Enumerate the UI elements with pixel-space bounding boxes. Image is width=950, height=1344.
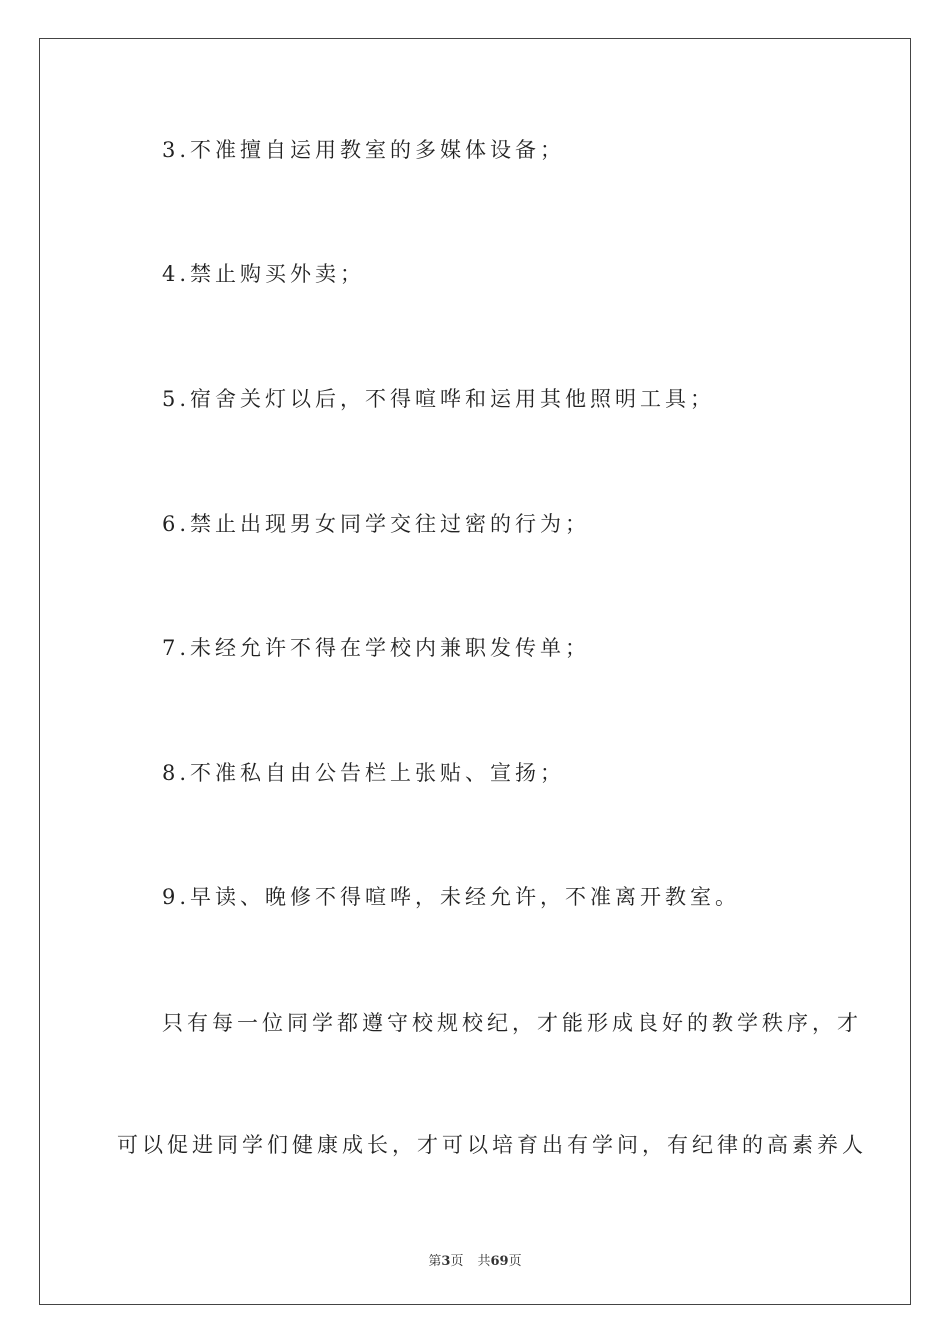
- page-number: 3: [441, 1254, 451, 1269]
- total-prefix: 共: [477, 1254, 491, 1269]
- list-item: 9.早读、晚修不得喧哗，未经允许，不准离开教室。: [162, 885, 741, 909]
- page-prefix: 第: [428, 1254, 442, 1269]
- list-item: 5.宿舍关灯以后，不得喧哗和运用其他照明工具；: [162, 387, 716, 411]
- list-item: 8.不准私自由公告栏上张贴、宣扬；: [162, 761, 566, 785]
- paragraph-line: 只有每一位同学都遵守校规校纪，才能形成良好的教学秩序，才: [162, 1011, 862, 1035]
- paragraph-line: 可以促进同学们健康成长，才可以培育出有学问，有纪律的高素养人: [117, 1133, 867, 1157]
- list-item: 4.禁止购买外卖；: [162, 262, 366, 286]
- page-footer: [0, 1250, 950, 1269]
- total-pages: 69: [490, 1254, 509, 1269]
- page-border: [39, 38, 911, 1305]
- list-item: 6.禁止出现男女同学交往过密的行为；: [162, 512, 591, 536]
- list-item: 7.未经允许不得在学校内兼职发传单；: [162, 636, 591, 660]
- list-item: 3.不准擅自运用教室的多媒体设备；: [162, 138, 566, 162]
- total-suffix: 页: [508, 1254, 522, 1269]
- page-suffix: 页: [450, 1254, 464, 1269]
